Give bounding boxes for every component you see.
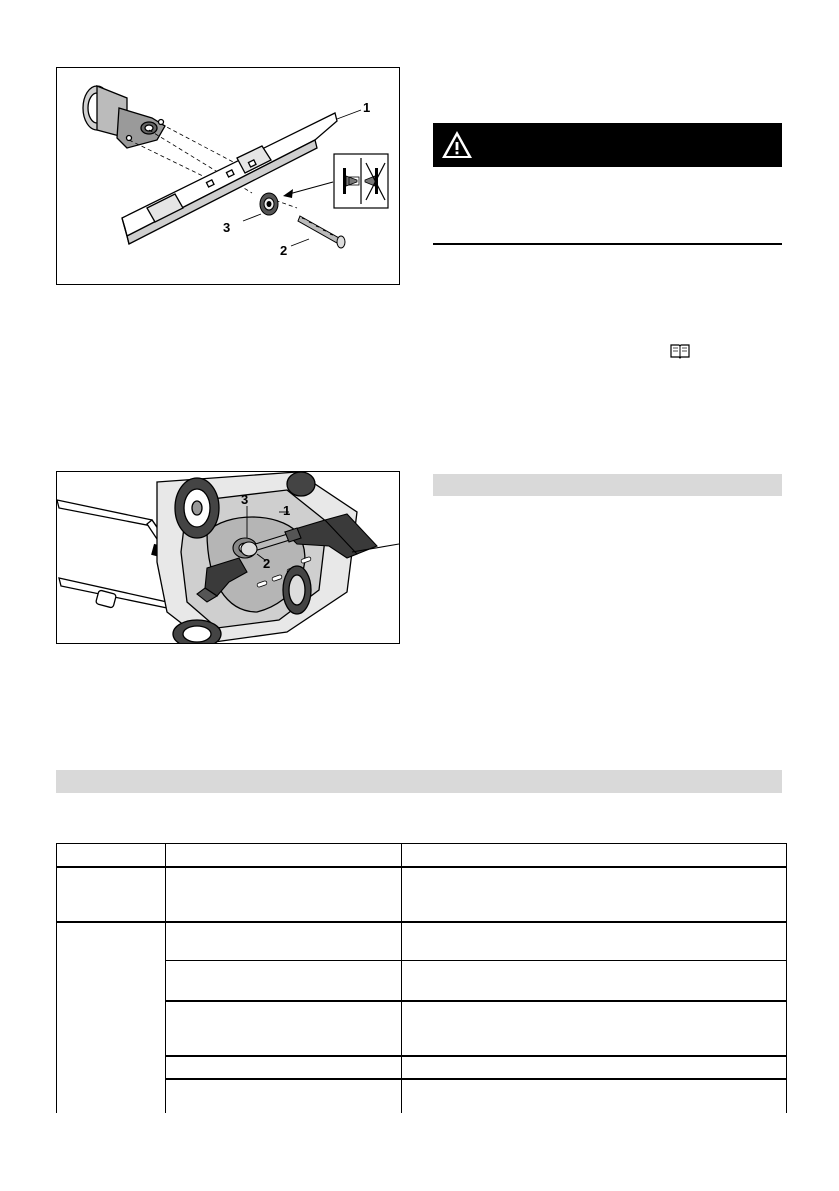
callout-2: 2 [263, 556, 271, 571]
warning-end-rule [433, 243, 782, 245]
table-row-rule [165, 1055, 787, 1057]
table-row-rule [165, 960, 787, 961]
table-top-border [56, 843, 787, 844]
table-border-left [56, 843, 57, 1113]
blade-bolt [298, 216, 345, 248]
warning-triangle-icon [441, 129, 473, 161]
lawn-mower-underside-diagram [57, 472, 399, 643]
section-heading-bar [433, 474, 782, 496]
table-row-rule [56, 921, 787, 923]
blade-assembly-figure [56, 67, 400, 285]
table-row-rule [165, 1000, 787, 1002]
callout-3: 3 [241, 492, 249, 507]
inset-arrow [283, 182, 333, 198]
mower-underside-figure [56, 471, 400, 644]
washer-orientation-inset-icon [334, 154, 388, 208]
callout-1: 1 [363, 100, 371, 115]
callout-2: 2 [280, 243, 288, 258]
table-column-divider [165, 843, 166, 1113]
table-header-rule [56, 866, 787, 868]
blade-hub [83, 86, 165, 148]
troubleshooting-table [56, 843, 787, 1113]
callout-3: 3 [223, 220, 231, 235]
table-border-right [786, 843, 787, 1113]
table-row-rule [165, 1078, 787, 1080]
blade-assembly-diagram [57, 68, 399, 284]
warning-banner [433, 123, 782, 167]
manual-book-icon [670, 343, 690, 359]
troubleshooting-heading-bar [56, 770, 782, 793]
blade-washer [260, 193, 278, 215]
table-column-divider [401, 843, 402, 1113]
callout-1: 1 [283, 503, 291, 518]
mower-handle [57, 500, 172, 609]
